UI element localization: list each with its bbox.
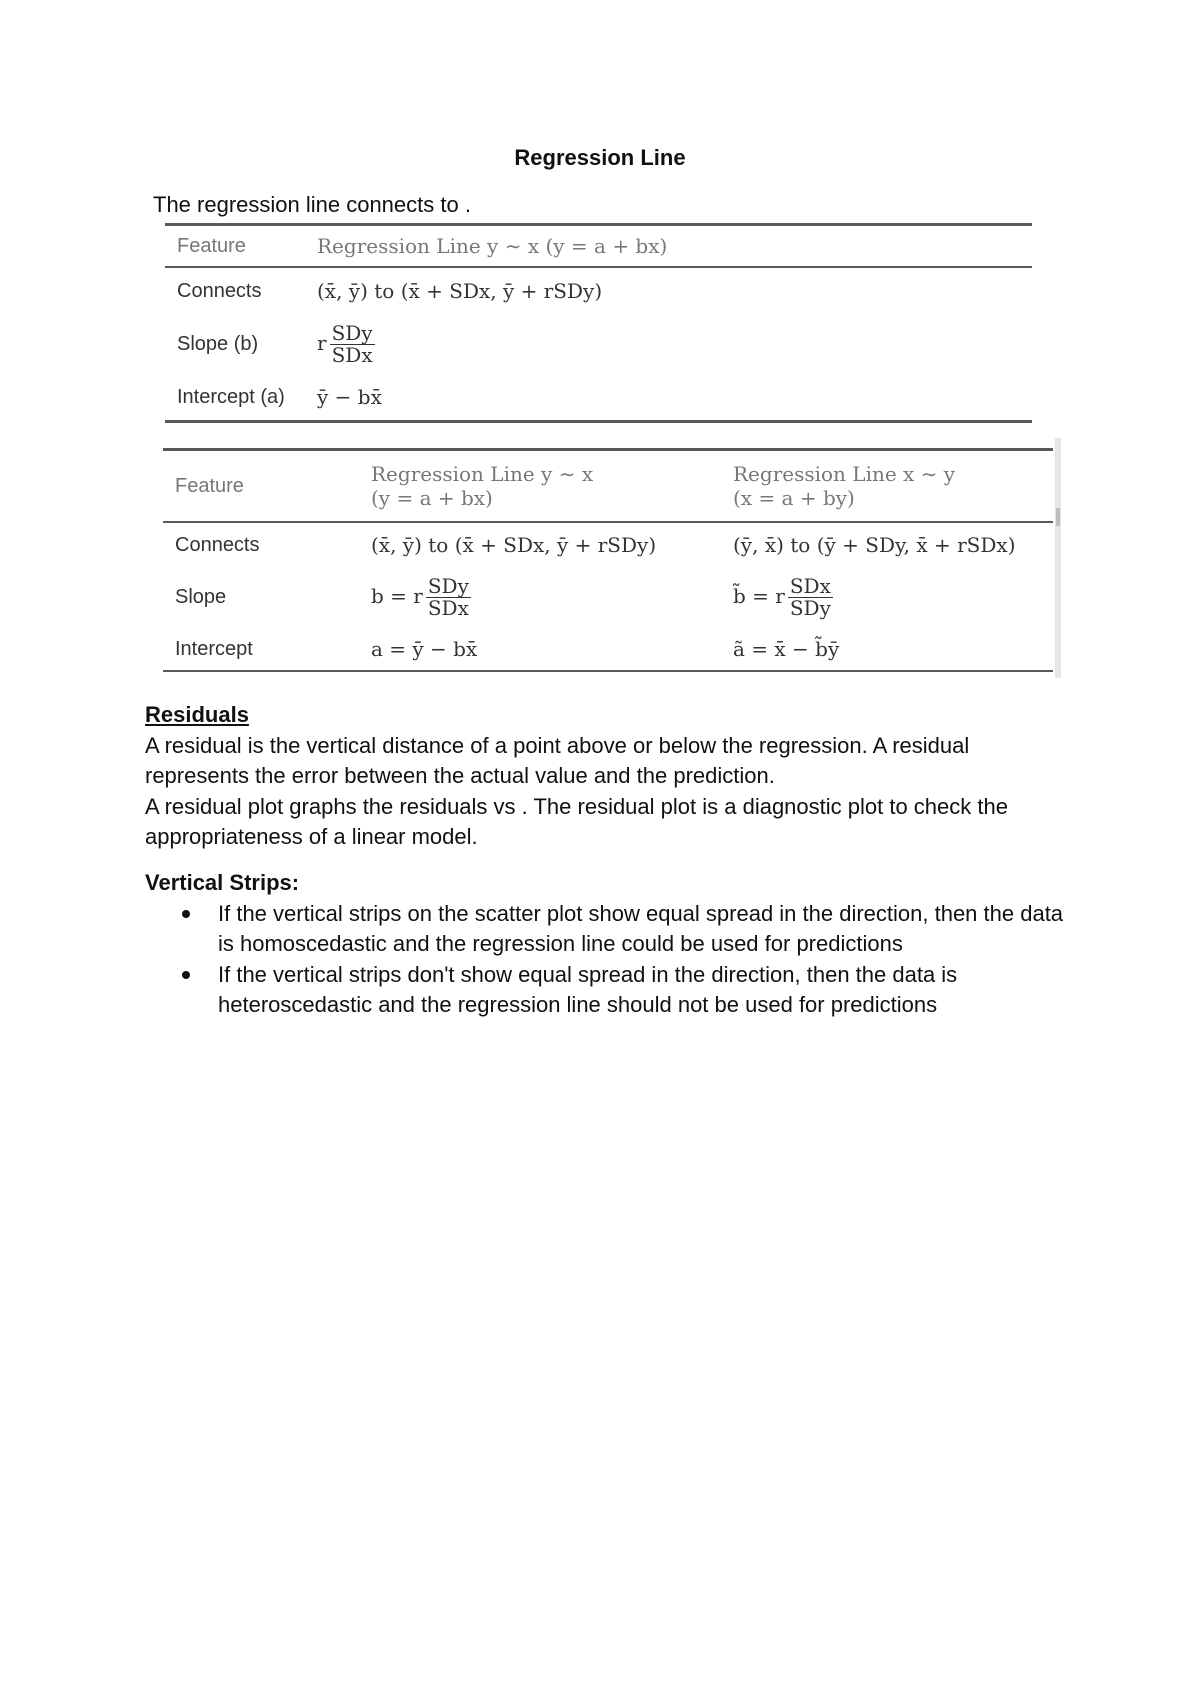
header-feature: Feature bbox=[175, 474, 244, 497]
scrollbar-thumb[interactable] bbox=[1056, 508, 1060, 526]
cell-feature: Slope (b) bbox=[177, 332, 259, 355]
vertical-strips-heading: Vertical Strips: bbox=[145, 870, 300, 895]
slope-prefix: b = r bbox=[371, 583, 423, 608]
cell-feature: Connects bbox=[175, 533, 260, 556]
scrollbar-track[interactable] bbox=[1055, 438, 1061, 678]
table-header-row bbox=[175, 454, 1055, 518]
fraction-numerator: SDy bbox=[331, 320, 373, 345]
cell-feature: Connects bbox=[177, 279, 262, 302]
vertical-strips-section bbox=[145, 868, 1075, 1021]
header-line-1: Regression Line x ∼ y bbox=[733, 462, 956, 486]
table-row-slope bbox=[175, 564, 1055, 630]
vertical-strips-list bbox=[145, 899, 1075, 1021]
cell-feature: Intercept (a) bbox=[177, 385, 285, 408]
slope-fraction bbox=[330, 320, 375, 367]
header-feature: Feature bbox=[177, 234, 246, 257]
table-row-connects bbox=[175, 526, 1055, 564]
slope-fraction bbox=[788, 573, 833, 620]
page-title: Regression Line bbox=[514, 145, 686, 170]
table-top-rule bbox=[165, 223, 1032, 226]
table-header-rule bbox=[163, 521, 1053, 523]
table-row-connects bbox=[177, 271, 1032, 311]
fraction-numerator: SDx bbox=[789, 573, 831, 598]
cell-slope bbox=[317, 320, 1032, 367]
header-y-on-x bbox=[371, 462, 733, 510]
list-item: If the vertical strips don't show equal spread in the direction, then the data is heteroscedastic and the regression line should not be used for predictions bbox=[145, 960, 1075, 1021]
table-row-intercept bbox=[177, 377, 1032, 417]
slope-fraction bbox=[426, 573, 471, 620]
residuals-heading: Residuals bbox=[145, 702, 249, 727]
table-header-row bbox=[177, 229, 1032, 263]
header-line-1: Regression Line y ∼ x bbox=[371, 462, 594, 486]
cell-intercept-y-on-x: a = ȳ − bx̄ bbox=[371, 637, 478, 661]
fraction-numerator: SDy bbox=[427, 573, 469, 598]
cell-intercept: ȳ − bx̄ bbox=[317, 385, 382, 409]
residuals-paragraph-1: A residual is the vertical distance of a point above or below the regression. A residual represents the error between the actual value and the prediction. bbox=[145, 732, 970, 788]
header-line-2: (x = a + by) bbox=[733, 486, 855, 510]
slope-prefix: b̃ = r bbox=[733, 583, 785, 608]
intro-text: The regression line connects to . bbox=[153, 192, 471, 217]
table-bottom-rule bbox=[163, 670, 1053, 672]
cell-feature: Slope bbox=[175, 585, 227, 608]
table-row-intercept bbox=[175, 630, 1055, 668]
cell-connects: (x̄, ȳ) to (x̄ + SDx, ȳ + rSDy) bbox=[317, 279, 603, 303]
residuals-section bbox=[145, 700, 1075, 853]
slope-prefix: r bbox=[317, 330, 327, 355]
fraction-denominator: SDx bbox=[331, 342, 373, 367]
cell-slope-y-on-x bbox=[371, 573, 733, 620]
table-header-rule bbox=[165, 266, 1032, 268]
fraction-denominator: SDx bbox=[427, 595, 469, 620]
table-bottom-rule bbox=[165, 420, 1032, 423]
list-item: If the vertical strips on the scatter plot show equal spread in the direction, then the data is homoscedastic and the regression line could be used for predictions bbox=[145, 899, 1075, 960]
header-regression: Regression Line y ∼ x (y = a + bx) bbox=[317, 234, 668, 258]
table-row-slope bbox=[177, 311, 1032, 377]
cell-connects-y-on-x: (x̄, ȳ) to (x̄ + SDx, ȳ + rSDy) bbox=[371, 533, 657, 557]
table-top-rule bbox=[163, 448, 1053, 451]
fraction-denominator: SDy bbox=[789, 595, 831, 620]
cell-feature: Intercept bbox=[175, 637, 253, 660]
cell-slope-x-on-y bbox=[733, 573, 1055, 620]
residuals-paragraph-2: A residual plot graphs the residuals vs . The residual plot is a diagnostic plot to check the appropriateness of a linear model. bbox=[145, 793, 1008, 849]
header-x-on-y bbox=[733, 462, 1055, 510]
cell-intercept-x-on-y: ã = x̄ − b̃ȳ bbox=[733, 637, 840, 661]
header-line-2: (y = a + bx) bbox=[371, 486, 493, 510]
cell-connects-x-on-y: (ȳ, x̄) to (ȳ + SDy, x̄ + rSDx) bbox=[733, 533, 1016, 557]
